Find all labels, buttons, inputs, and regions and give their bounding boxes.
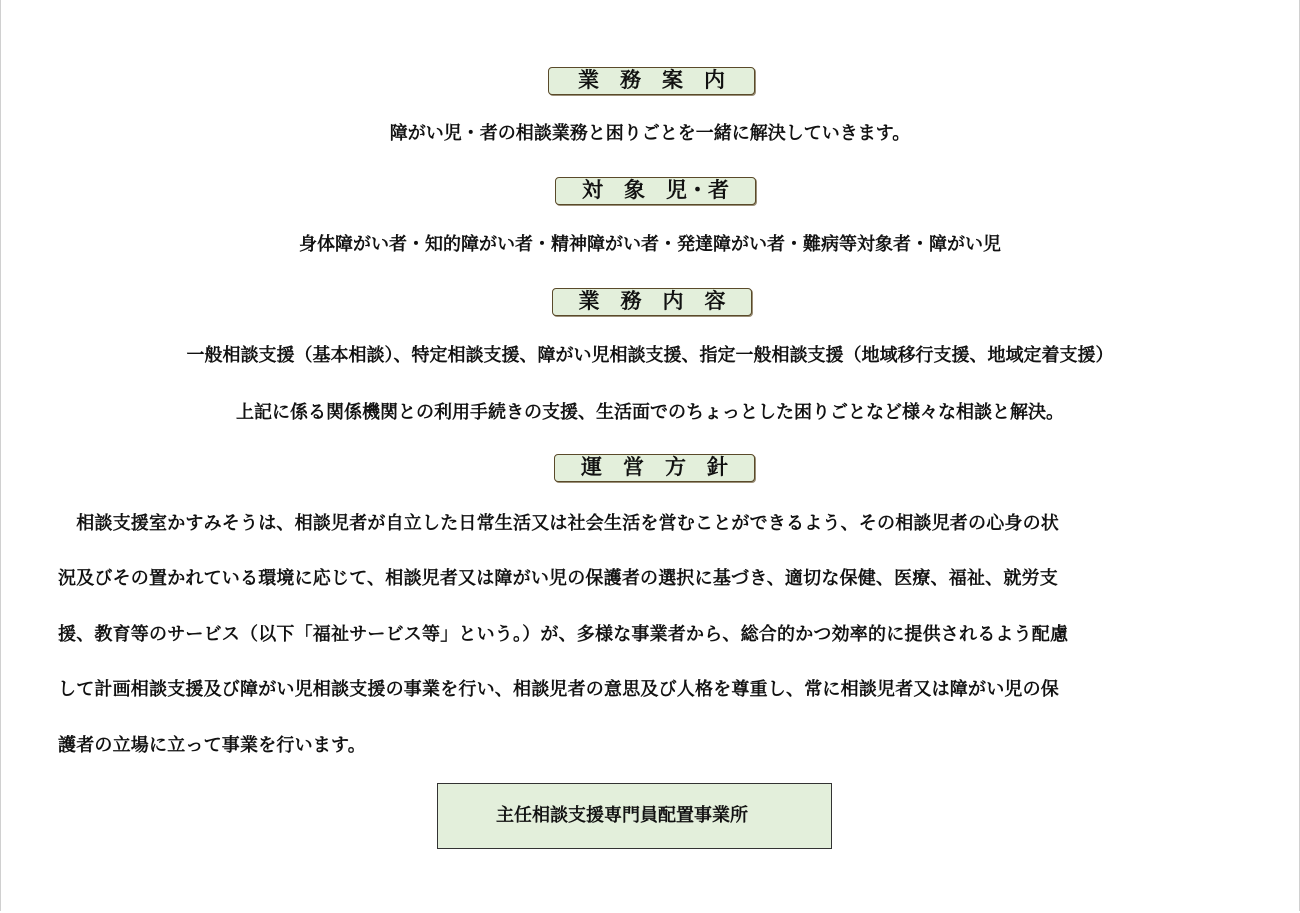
policy-line-3: 援、教育等のサービス（以下「福祉サービス等」という。）が、多様な事業者から、総合的かつ効率的に提供されるよう配慮: [58, 624, 1069, 645]
content-line-1: 一般相談支援（基本相談）、特定相談支援、障がい児相談支援、指定一般相談支援（地域移行支援、地域定着支援）: [186, 345, 1114, 366]
business-guide-text: 障がい児・者の相談業務と困りごとを一緒に解決していきます。: [389, 123, 911, 144]
heading-policy: 運 営 方 針: [554, 454, 755, 482]
policy-line-5: 護者の立場に立って事業を行います。: [58, 735, 366, 756]
heading-content: 業 務 内 容: [552, 288, 752, 316]
policy-line-1: 相談支援室かすみそうは、相談児者が自立した日常生活又は社会生活を営むことができるよう、その相談児者の心身の状: [58, 513, 1059, 534]
heading-target: 対 象 児・者: [555, 177, 756, 205]
policy-line-4: して計画相談支援及び障がい児相談支援の事業を行い、相談児者の意思及び人格を尊重し、常に相談児者又は障がい児の保: [58, 679, 1059, 700]
content-line-2: 上記に係る関係機関との利用手続きの支援、生活面でのちょっとした困りごとなど様々な相談と解決。: [236, 402, 1064, 423]
heading-business-guide: 業 務 案 内: [548, 67, 755, 95]
office-designation-box: 主任相談支援専門員配置事業所: [437, 783, 832, 849]
target-text: 身体障がい者・知的障がい者・精神障がい者・発達障がい者・難病等対象者・障がい児: [299, 234, 1001, 255]
policy-line-2: 況及びその置かれている環境に応じて、相談児者又は障がい児の保護者の選択に基づき、適切な保健、医療、福祉、就労支: [58, 568, 1058, 589]
